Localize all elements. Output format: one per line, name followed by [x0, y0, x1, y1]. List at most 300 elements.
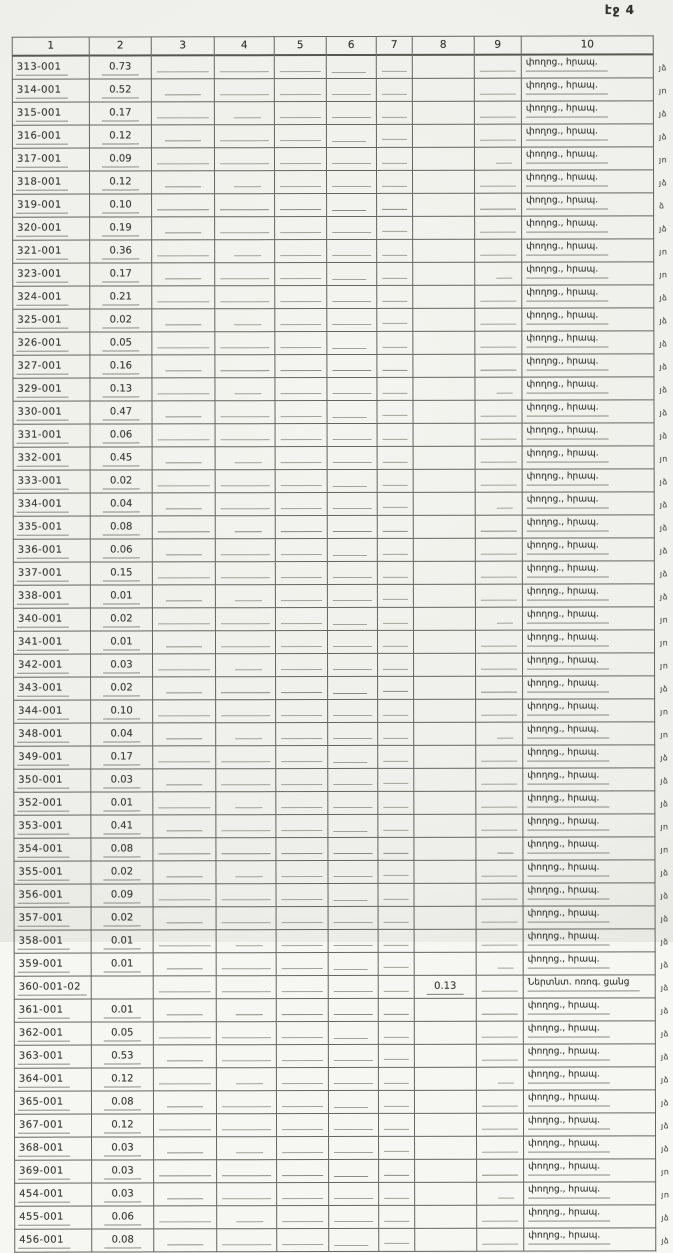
margin-annotation-cell — [655, 929, 673, 952]
empty-cell — [475, 216, 522, 239]
column8-value-cell — [414, 883, 476, 906]
empty-cell — [277, 1229, 329, 1252]
column8-value-cell — [413, 193, 475, 216]
area-value-cell — [90, 240, 152, 263]
empty-cell — [377, 630, 413, 653]
empty-cell — [327, 331, 377, 354]
table-row — [13, 354, 673, 378]
area-value-cell — [90, 516, 152, 539]
column-header: 6 — [326, 36, 376, 55]
page-number-label: էջ 4 — [605, 3, 635, 17]
empty-cell — [476, 1021, 523, 1044]
land-use-cell — [522, 630, 654, 653]
area-value-cell — [90, 217, 152, 240]
margin-annotation-cell — [655, 906, 673, 929]
empty-cell — [152, 470, 215, 493]
empty-cell — [276, 861, 328, 884]
parcel-id: 317-001 — [16, 152, 68, 168]
column8-value-cell — [413, 216, 475, 239]
area-value: 0.41 — [104, 818, 140, 834]
margin-annotation: յձ — [660, 546, 668, 555]
empty-cell — [153, 861, 216, 884]
empty-cell — [476, 929, 523, 952]
area-value: 0.47 — [103, 404, 139, 420]
area-value: 0.02 — [103, 312, 139, 328]
column8-value-cell — [414, 837, 476, 860]
table-row — [13, 538, 673, 562]
margin-annotation: յձ — [659, 293, 667, 302]
empty-cell — [327, 239, 377, 262]
empty-cell — [153, 815, 216, 838]
parcel-id: 331-001 — [17, 428, 69, 444]
margin-annotation: յո — [659, 270, 667, 279]
parcel-id: 338-001 — [17, 589, 69, 605]
empty-cell — [378, 952, 414, 975]
parcel-id: 361-001 — [18, 1003, 70, 1019]
empty-cell — [475, 469, 522, 492]
empty-cell — [275, 424, 327, 447]
margin-annotation: յո — [660, 707, 668, 716]
land-use-label: փողոց., հրապ. — [528, 1021, 610, 1037]
column8-value-cell — [413, 584, 475, 607]
empty-cell — [378, 653, 414, 676]
parcel-id-cell — [14, 999, 91, 1022]
parcel-id-cell — [13, 171, 90, 194]
empty-cell — [328, 745, 378, 768]
parcel-id-cell — [13, 378, 90, 401]
empty-cell — [378, 883, 414, 906]
margin-annotation-cell — [655, 768, 673, 791]
column8-value-cell — [412, 78, 474, 101]
empty-cell — [377, 354, 413, 377]
table-row — [15, 1182, 673, 1206]
table-row — [14, 768, 673, 792]
land-use-label: փողոց., հրապ. — [526, 147, 608, 163]
area-value: 0.01 — [104, 795, 140, 811]
column8-value-cell — [414, 952, 476, 975]
parcel-id-cell — [13, 240, 90, 263]
margin-annotation-cell — [655, 952, 673, 975]
land-use-label: Ներտնտ. ոռոգ. ցանց — [528, 975, 640, 991]
margin-annotation: յձ — [661, 1121, 669, 1130]
empty-cell — [152, 631, 215, 654]
column-header: 9 — [474, 36, 521, 55]
empty-cell — [378, 699, 414, 722]
area-value: 0.73 — [102, 59, 138, 75]
land-use-label: փողոց., հրապ. — [527, 492, 609, 508]
empty-cell — [477, 1182, 524, 1205]
land-use-cell — [523, 814, 655, 837]
area-value-cell — [90, 562, 152, 585]
empty-cell — [216, 999, 276, 1022]
empty-cell — [277, 1137, 329, 1160]
empty-cell — [276, 792, 328, 815]
area-value: 0.10 — [103, 703, 139, 719]
column8-value-cell — [414, 722, 476, 745]
table-row — [12, 124, 673, 148]
parcel-id: 313-001 — [16, 60, 68, 76]
area-value: 0.13 — [103, 381, 139, 397]
empty-cell — [476, 745, 523, 768]
table-row — [13, 630, 673, 654]
column8-value-cell — [413, 423, 475, 446]
area-value: 0.03 — [104, 1163, 140, 1179]
parcel-id: 356-001 — [18, 888, 70, 904]
margin-annotation-cell — [654, 354, 673, 377]
parcel-id: 367-001 — [18, 1118, 70, 1134]
land-use-label: փողոց., հրապ. — [527, 584, 609, 600]
table-row — [15, 1136, 673, 1160]
area-value: 0.12 — [102, 174, 138, 190]
column8-value-cell — [414, 745, 476, 768]
empty-cell — [216, 838, 276, 861]
empty-cell — [477, 1205, 524, 1228]
empty-cell — [216, 792, 276, 815]
empty-cell — [328, 998, 378, 1021]
empty-cell — [153, 700, 216, 723]
margin-annotation: յձ — [659, 63, 667, 72]
area-value-cell — [91, 1114, 153, 1137]
empty-cell — [216, 815, 276, 838]
area-value-cell — [92, 1183, 154, 1206]
area-value-cell — [90, 378, 152, 401]
table-row — [13, 285, 673, 309]
land-use-label: փողոց., հրապ. — [528, 952, 610, 968]
land-use-cell — [523, 1067, 655, 1090]
table-row — [14, 837, 673, 861]
empty-cell — [327, 423, 377, 446]
empty-cell — [154, 1183, 217, 1206]
margin-annotation: յո — [659, 86, 667, 95]
empty-cell — [274, 79, 326, 102]
empty-cell — [378, 837, 414, 860]
area-value-cell — [91, 930, 153, 953]
empty-cell — [326, 124, 376, 147]
empty-cell — [215, 355, 275, 378]
empty-cell — [476, 722, 523, 745]
parcel-id-cell — [14, 1068, 91, 1091]
margin-annotation: յձ — [661, 1144, 669, 1153]
area-value: 0.06 — [103, 542, 139, 558]
margin-annotation: յո — [659, 155, 667, 164]
column8-value-cell — [414, 791, 476, 814]
empty-cell — [214, 79, 274, 102]
parcel-id-cell — [13, 585, 90, 608]
empty-cell — [276, 700, 328, 723]
empty-cell — [274, 102, 326, 125]
column8-value-cell — [412, 124, 474, 147]
area-value-cell — [91, 907, 153, 930]
margin-annotation: յձ — [660, 431, 668, 440]
parcel-id-cell — [14, 815, 91, 838]
empty-cell — [377, 515, 413, 538]
empty-cell — [153, 1045, 216, 1068]
empty-cell — [329, 1182, 379, 1205]
empty-cell — [328, 814, 378, 837]
margin-annotation: յձ — [661, 1006, 669, 1015]
table-row — [13, 446, 673, 470]
land-use-cell — [523, 929, 655, 952]
empty-cell — [328, 860, 378, 883]
area-value-cell — [92, 1229, 154, 1252]
empty-cell — [378, 1113, 414, 1136]
empty-cell — [152, 447, 215, 470]
empty-cell — [475, 308, 522, 331]
empty-cell — [474, 124, 521, 147]
parcel-id: 454-001 — [18, 1187, 70, 1203]
land-use-cell — [522, 400, 654, 423]
parcel-id-cell — [14, 861, 91, 884]
land-use-label: փողոց., հրապ. — [527, 837, 609, 853]
area-value: 0.01 — [103, 634, 139, 650]
margin-annotation-cell — [654, 561, 673, 584]
land-use-cell — [523, 975, 655, 998]
margin-annotation-cell — [654, 423, 673, 446]
column8-value-cell — [415, 1205, 477, 1228]
table-row — [13, 331, 673, 355]
column8-value-cell — [414, 860, 476, 883]
empty-cell — [215, 447, 275, 470]
land-use-cell — [522, 193, 654, 216]
empty-cell — [216, 1022, 276, 1045]
margin-annotation: յձ — [661, 1029, 669, 1038]
empty-cell — [327, 446, 377, 469]
column8-value-cell — [412, 147, 474, 170]
margin-annotation: յձ — [660, 408, 668, 417]
parcel-id: 357-001 — [18, 911, 70, 927]
area-value: 0.06 — [103, 427, 139, 443]
land-use-cell — [523, 699, 655, 722]
empty-cell — [378, 791, 414, 814]
empty-cell — [327, 584, 377, 607]
empty-cell — [476, 906, 523, 929]
margin-annotation: յձ — [660, 799, 668, 808]
land-use-cell — [523, 1113, 655, 1136]
table-row — [14, 952, 673, 976]
empty-cell — [153, 884, 216, 907]
margin-annotation-cell — [656, 1182, 673, 1205]
area-value: 0.17 — [102, 105, 138, 121]
area-value-cell — [89, 79, 151, 102]
empty-cell — [327, 492, 377, 515]
parcel-id-cell — [14, 654, 91, 677]
margin-annotation: յո — [660, 822, 668, 831]
area-value: 0.04 — [104, 726, 140, 742]
area-value: 0.01 — [104, 933, 140, 949]
land-use-label: փողոց., հրապ. — [527, 630, 609, 646]
land-use-cell — [521, 78, 653, 101]
parcel-id: 325-001 — [16, 313, 68, 329]
parcel-id: 329-001 — [16, 382, 68, 398]
parcel-id: 368-001 — [18, 1141, 70, 1157]
margin-annotation: յձ — [659, 339, 667, 348]
empty-cell — [329, 1205, 379, 1228]
empty-cell — [154, 1160, 217, 1183]
empty-cell — [474, 101, 521, 124]
empty-cell — [378, 1067, 414, 1090]
empty-cell — [327, 515, 377, 538]
margin-annotation-cell — [654, 607, 673, 630]
land-use-cell — [524, 1182, 656, 1205]
land-use-cell — [522, 285, 654, 308]
column8-value-cell — [412, 101, 474, 124]
empty-cell — [153, 930, 216, 953]
area-value-cell — [91, 953, 153, 976]
column8-value-cell — [413, 469, 475, 492]
empty-cell — [215, 286, 275, 309]
land-use-label: փողոց., հրապ. — [526, 308, 608, 324]
table-row — [14, 883, 673, 907]
land-use-cell — [523, 1090, 655, 1113]
parcel-id: 344-001 — [17, 704, 69, 720]
parcel-id-cell — [13, 355, 90, 378]
table-row — [13, 308, 673, 332]
parcel-id: 349-001 — [17, 750, 69, 766]
empty-cell — [379, 1228, 415, 1251]
parcel-id-cell — [14, 700, 91, 723]
empty-cell — [217, 1206, 277, 1229]
column8-value-cell — [414, 653, 476, 676]
land-use-label: փողոց., հրապ. — [527, 653, 609, 669]
area-value-cell — [91, 1091, 153, 1114]
parcel-id: 314-001 — [16, 83, 68, 99]
land-use-cell — [523, 722, 655, 745]
margin-annotation-cell — [654, 216, 673, 239]
table-row — [15, 1205, 673, 1229]
parcel-id: 355-001 — [17, 865, 69, 881]
parcel-id-cell — [14, 953, 91, 976]
table-row — [14, 998, 673, 1022]
land-use-cell — [522, 607, 654, 630]
table-row — [14, 975, 673, 999]
margin-annotation: յձ — [661, 1213, 669, 1222]
margin-annotation: յձ — [660, 776, 668, 785]
table-row — [14, 906, 673, 930]
empty-cell — [379, 1182, 415, 1205]
area-value-cell — [90, 263, 152, 286]
empty-cell — [153, 838, 216, 861]
table-row — [14, 1113, 673, 1137]
margin-annotation-cell — [655, 653, 673, 676]
empty-cell — [379, 1205, 415, 1228]
column8-value-cell — [415, 1182, 477, 1205]
empty-cell — [376, 147, 412, 170]
empty-cell — [477, 1159, 524, 1182]
parcel-id-cell — [13, 608, 90, 631]
margin-annotation: ձ — [659, 201, 664, 210]
parcel-id-cell — [13, 401, 90, 424]
empty-cell — [475, 400, 522, 423]
margin-column-spacer — [653, 36, 673, 55]
empty-cell — [475, 630, 522, 653]
empty-cell — [154, 1229, 217, 1252]
empty-cell — [216, 1045, 276, 1068]
empty-cell — [275, 309, 327, 332]
land-use-label: փողոց., հրապ. — [528, 1067, 610, 1083]
parcel-id-cell — [12, 79, 89, 102]
parcel-id-cell — [13, 447, 90, 470]
empty-cell — [215, 562, 275, 585]
parcel-id-cell — [13, 470, 90, 493]
area-value: 0.15 — [103, 565, 139, 581]
area-value-cell — [91, 654, 153, 677]
land-use-label: փողոց., հրապ. — [526, 101, 608, 117]
empty-cell — [377, 446, 413, 469]
table-row — [14, 722, 673, 746]
empty-cell — [275, 470, 327, 493]
empty-cell — [328, 791, 378, 814]
margin-annotation-cell — [654, 170, 673, 193]
table-row — [13, 469, 673, 493]
empty-cell — [154, 1137, 217, 1160]
margin-annotation: յձ — [661, 960, 669, 969]
empty-cell — [327, 170, 377, 193]
parcel-id: 341-001 — [17, 635, 69, 651]
land-use-label: փողոց., հրապ. — [527, 722, 609, 738]
area-value: 0.03 — [103, 657, 139, 673]
empty-cell — [377, 331, 413, 354]
land-use-label: փողոց., հրապ. — [528, 1159, 610, 1175]
empty-cell — [276, 838, 328, 861]
margin-annotation: յձ — [659, 224, 667, 233]
land-use-label: փողոց., հրապ. — [526, 331, 608, 347]
margin-annotation-cell — [654, 262, 673, 285]
margin-annotation: յձ — [661, 937, 669, 946]
column8-value-cell — [412, 55, 474, 79]
empty-cell — [153, 976, 216, 999]
table-row — [13, 492, 673, 516]
empty-cell — [327, 285, 377, 308]
land-use-cell — [522, 354, 654, 377]
empty-cell — [328, 1067, 378, 1090]
empty-cell — [328, 1113, 378, 1136]
land-use-cell — [523, 1044, 655, 1067]
empty-cell — [476, 1113, 523, 1136]
empty-cell — [277, 1183, 329, 1206]
area-value-cell — [92, 1206, 154, 1229]
empty-cell — [477, 1228, 524, 1251]
empty-cell — [276, 1045, 328, 1068]
empty-cell — [328, 837, 378, 860]
empty-cell — [474, 55, 521, 79]
area-value: 0.45 — [103, 450, 139, 466]
margin-annotation: յձ — [660, 477, 668, 486]
empty-cell — [476, 1067, 523, 1090]
empty-cell — [216, 861, 276, 884]
column8-value-cell — [415, 1228, 477, 1251]
margin-annotation-cell — [655, 791, 673, 814]
parcel-id-cell — [14, 677, 91, 700]
margin-annotation: յձ — [659, 385, 667, 394]
land-use-label: փողոց., հրապ. — [527, 745, 609, 761]
area-value: 0.03 — [104, 1186, 140, 1202]
empty-cell — [275, 493, 327, 516]
empty-cell — [378, 1090, 414, 1113]
land-use-label: փողոց., հրապ. — [526, 124, 608, 140]
area-value: 0.08 — [104, 841, 140, 857]
margin-annotation-cell — [656, 1159, 673, 1182]
area-value: 0.09 — [102, 151, 138, 167]
empty-cell — [216, 976, 276, 999]
parcel-id: 327-001 — [16, 359, 68, 375]
empty-cell — [329, 1159, 379, 1182]
parcel-id: 353-001 — [17, 819, 69, 835]
area-value: 0.02 — [103, 473, 139, 489]
area-value: 0.10 — [102, 197, 138, 213]
area-value-cell — [90, 424, 152, 447]
empty-cell — [475, 331, 522, 354]
parcel-id: 358-001 — [18, 934, 70, 950]
